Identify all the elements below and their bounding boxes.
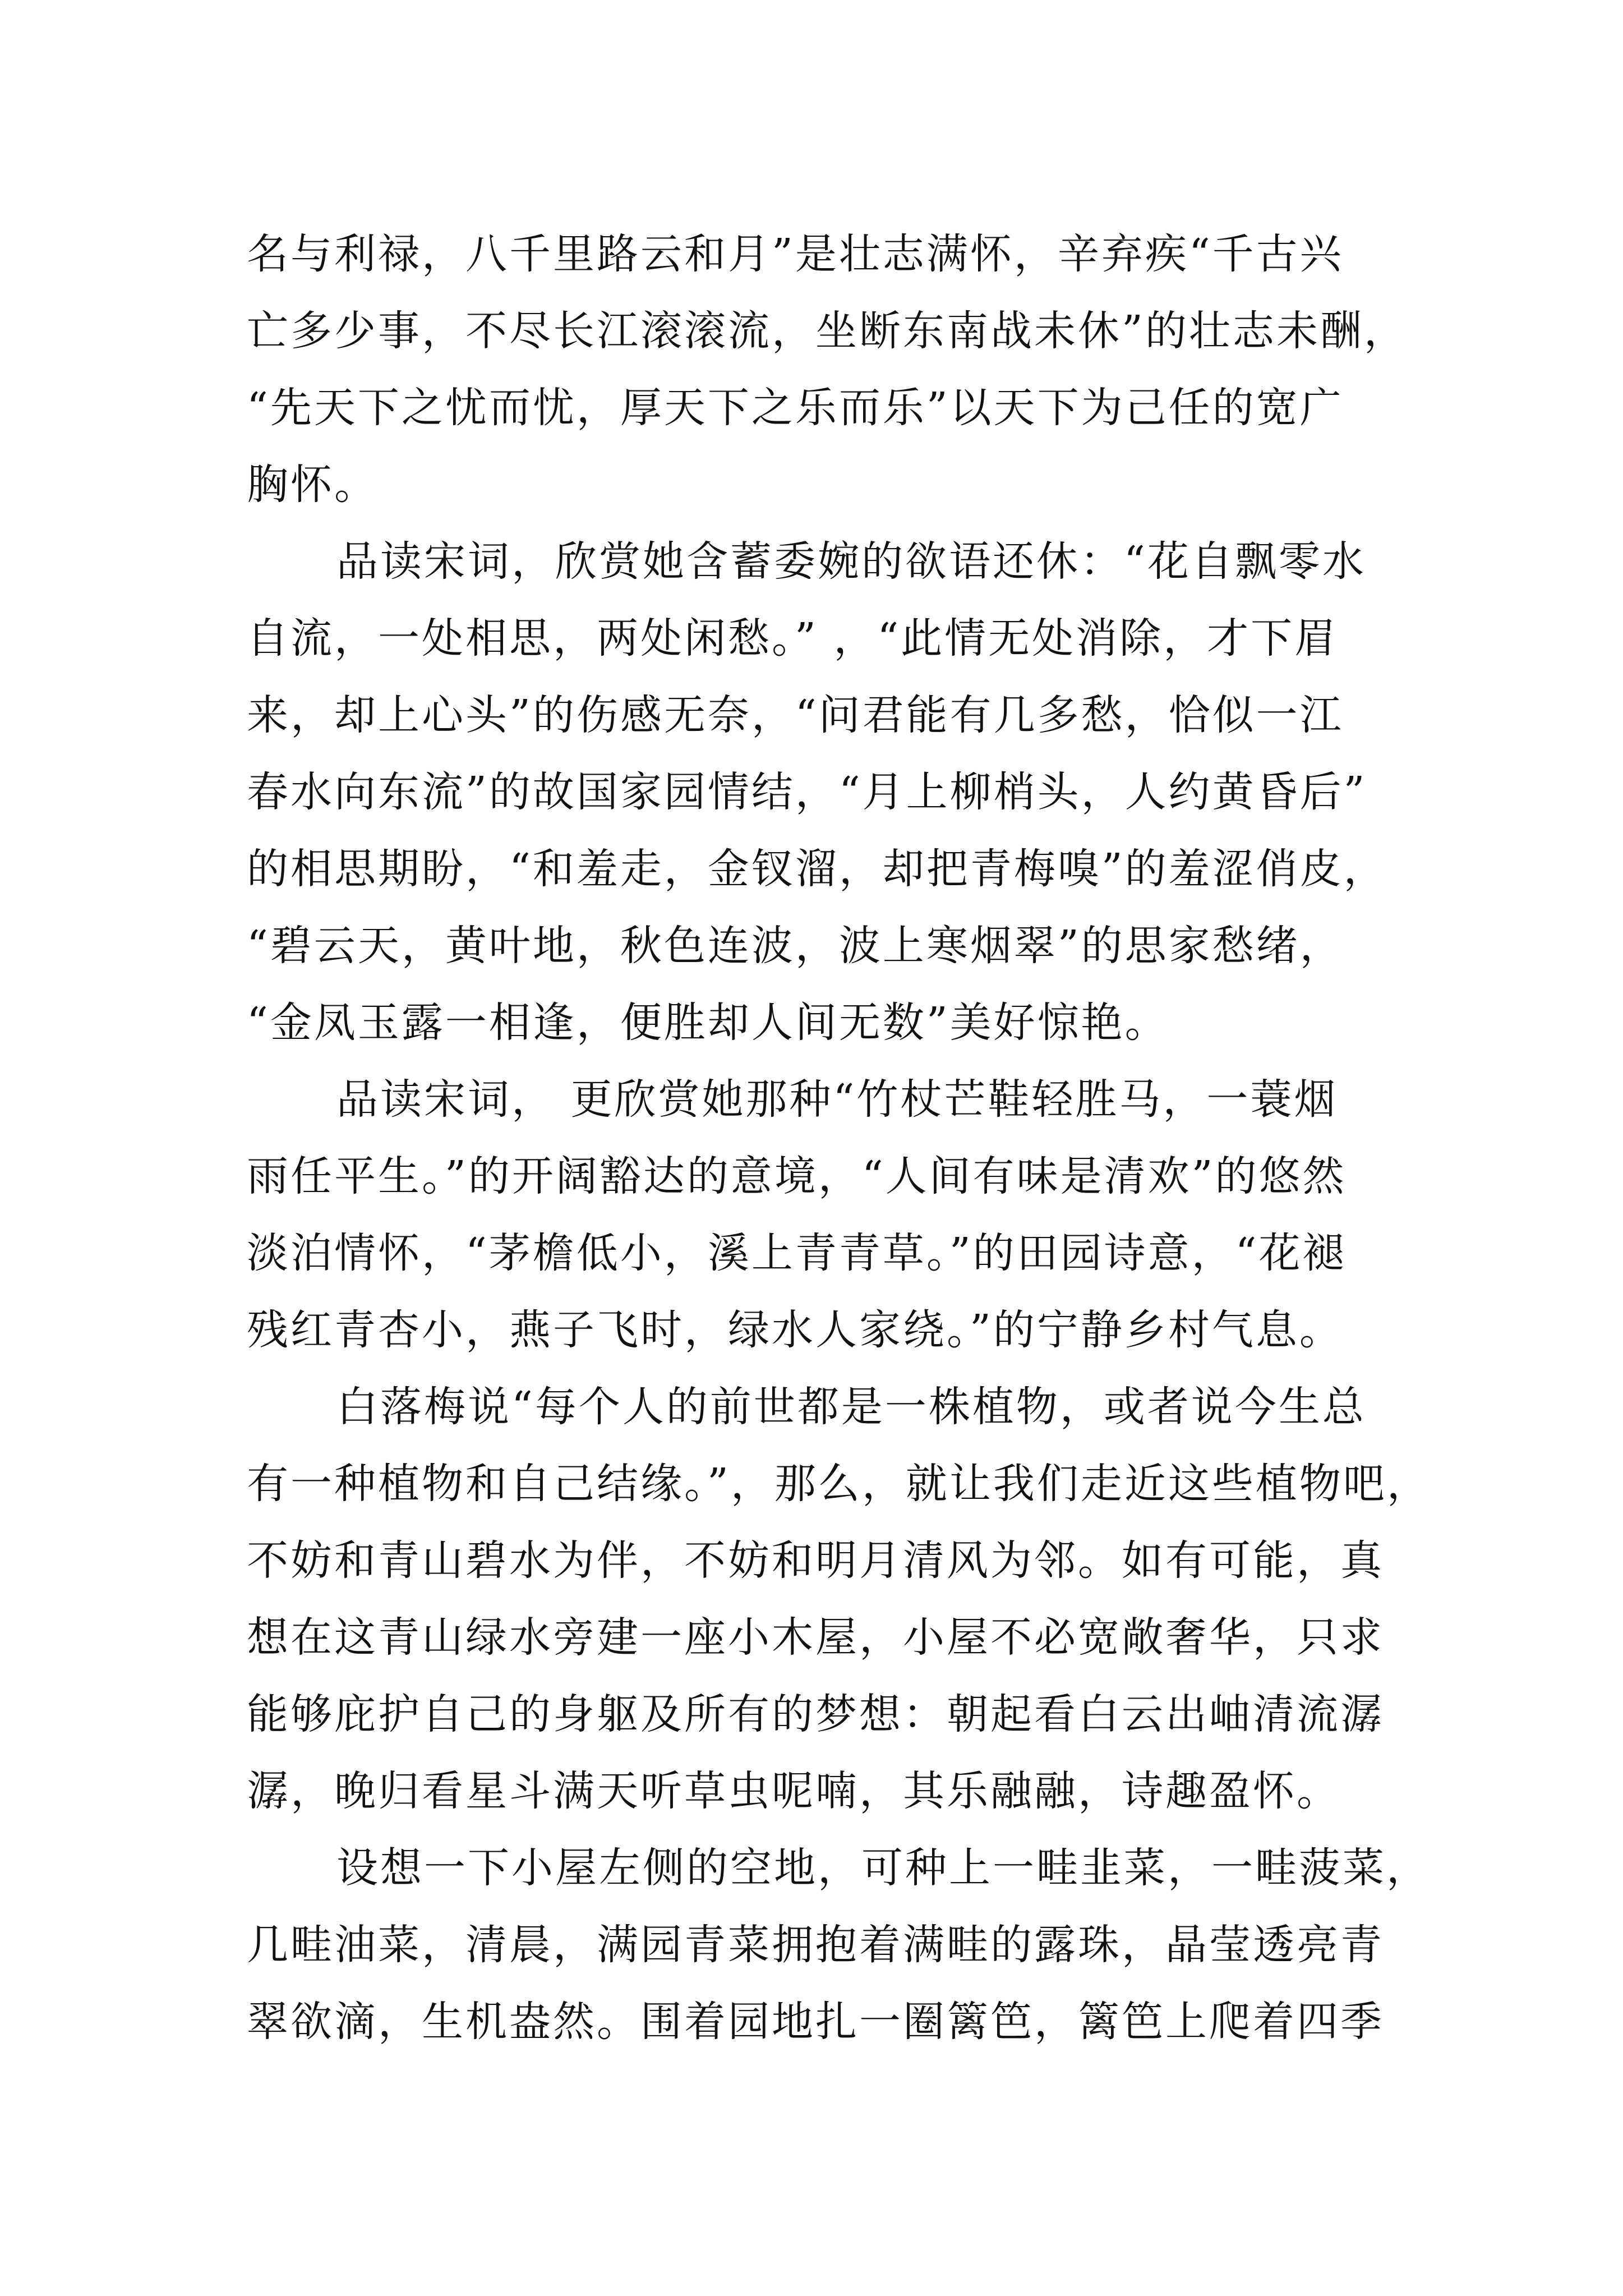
text-line: 淡泊情怀，“茅檐低小，溪上青青草。”的田园诗意，“花褪 — [247, 1229, 1347, 1277]
document-body — [247, 216, 1447, 2060]
text-line: “先天下之忧而忧，厚天下之乐而乐”以天下为己任的宽广 — [247, 384, 1344, 432]
text-line: 想在这青山绿水旁建一座小木屋，小屋不必宽敞奢华，只求 — [247, 1613, 1384, 1662]
paragraph-5 — [247, 1830, 1447, 2060]
text-line: 潺，晚归看星斗满天听草虫呢喃，其乐融融，诗趣盈怀。 — [247, 1767, 1340, 1815]
text-line: 能够庇护自己的身躯及所有的梦想：朝起看白云出岫清流潺 — [247, 1690, 1384, 1738]
text-line: 胸怀。 — [247, 461, 378, 509]
paragraph-2 — [247, 523, 1447, 1061]
text-line: 的相思期盼，“和羞走，金钗溜，却把青梅嗅”的羞涩俏皮， — [247, 845, 1387, 893]
text-line: 翠欲滴，生机盎然。围着园地扎一圈篱笆，篱笆上爬着四季 — [247, 1998, 1384, 2046]
text-line: 品读宋词， 更欣赏她那种“竹杖芒鞋轻胜马，一蓑烟 — [336, 1075, 1338, 1124]
text-line: “金凤玉露一相逢，便胜却人间无数”美好惊艳。 — [247, 999, 1169, 1047]
text-line: 春水向东流”的故国家园情结，“月上柳梢头，人约黄昏后” — [247, 768, 1367, 816]
text-line: 设想一下小屋左侧的空地，可种上一畦韭菜，一畦菠菜， — [336, 1844, 1430, 1892]
text-line: 亡多少事，不尽长江滚滚流，坐断东南战未休”的壮志未酬， — [247, 307, 1408, 355]
paragraph-4 — [247, 1369, 1447, 1830]
text-line: 雨任平生。”的开阔豁达的意境，“人间有味是清欢”的悠然 — [247, 1152, 1347, 1200]
text-line: 自流，一处相思，两处闲愁。” ，“此情无处消除，才下眉 — [247, 614, 1339, 662]
text-line: 品读宋词，欣赏她含蓄委婉的欲语还休：“花自飘零水 — [336, 537, 1366, 586]
text-line: “碧云天，黄叶地，秋色连波，波上寒烟翠”的思家愁绪， — [247, 922, 1344, 970]
text-line: 残红青杏小，燕子飞时，绿水人家绕。”的宁静乡村气息。 — [247, 1306, 1343, 1354]
text-line: 名与利禄，八千里路云和月”是壮志满怀，辛弃疾“千古兴 — [247, 230, 1344, 278]
text-line: 有一种植物和自己结缘。”，那么，就让我们走近这些植物吧， — [247, 1460, 1431, 1508]
paragraph-3 — [247, 1061, 1447, 1369]
text-line: 不妨和青山碧水为伴，不妨和明月清风为邻。如有可能，真 — [247, 1536, 1384, 1585]
text-line: 几畦油菜，清晨，满园青菜拥抱着满畦的露珠，晶莹透亮青 — [247, 1921, 1384, 1969]
paragraph-1 — [247, 216, 1447, 523]
text-line: 来，却上心头”的伤感无奈，“问君能有几多愁，恰似一江 — [247, 691, 1344, 739]
text-line: 白落梅说“每个人的前世都是一株植物，或者说今生总 — [336, 1383, 1366, 1431]
